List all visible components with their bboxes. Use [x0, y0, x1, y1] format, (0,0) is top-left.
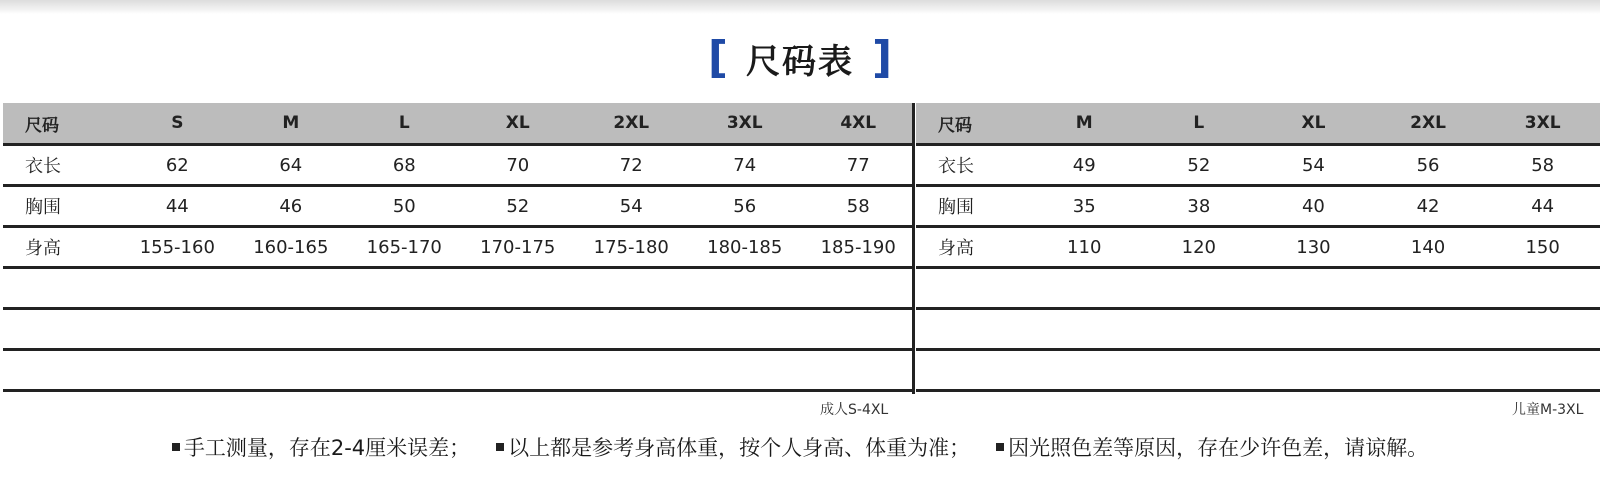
empty-row [3, 351, 915, 392]
table-cell: 74 [733, 154, 757, 176]
header-cell: M [282, 113, 300, 133]
table-cell: 58 [1531, 154, 1555, 176]
row-label: 身高 [25, 238, 61, 259]
table-header-row [916, 103, 1600, 146]
table-cell: 52 [1187, 154, 1211, 176]
header-cell: 3XL [1524, 113, 1561, 133]
row-label: 胸围 [938, 197, 974, 218]
table-cell: 44 [1531, 195, 1555, 217]
square-bullet-icon [496, 443, 504, 451]
table-cell: 38 [1187, 195, 1211, 217]
header-cell: M [1075, 113, 1093, 133]
table-cell: 68 [392, 154, 416, 176]
header-cell: 尺码 [25, 115, 59, 136]
note-text: 因光照色差等原因，存在少许色差，请谅解。 [1008, 436, 1429, 460]
header-cell: 4XL [840, 113, 877, 133]
header-cell: XL [1301, 113, 1326, 133]
table-cell: 54 [619, 195, 643, 217]
empty-row [916, 351, 1600, 392]
table-row [3, 228, 915, 269]
kids-size-table [916, 103, 1600, 393]
table-cell: 165-170 [366, 236, 442, 258]
header-cell: L [398, 113, 410, 133]
table-divider [912, 103, 915, 394]
table-cell: 170-175 [480, 236, 556, 258]
table-cell: 49 [1072, 154, 1096, 176]
table-cell: 180-185 [707, 236, 783, 258]
table-header-row [3, 103, 915, 146]
table-row [3, 187, 915, 228]
table-row [916, 146, 1600, 187]
note-item [496, 432, 970, 462]
table-cell: 120 [1181, 236, 1217, 258]
page-title [0, 34, 1600, 82]
table-cell: 130 [1296, 236, 1331, 258]
right-bracket-icon: ] [872, 32, 893, 83]
table-cell: 185-190 [820, 236, 896, 258]
table-cell: 40 [1301, 195, 1325, 217]
table-cell: 72 [619, 154, 643, 176]
table-row [3, 146, 915, 187]
table-cell: 35 [1072, 195, 1096, 217]
table-cell: 77 [846, 154, 870, 176]
square-bullet-icon [996, 443, 1004, 451]
empty-row [3, 310, 915, 351]
top-banner-strip [0, 0, 1600, 14]
header-cell: 尺码 [938, 115, 972, 136]
table-cell: 150 [1525, 236, 1560, 258]
table-cell: 160-165 [253, 236, 329, 258]
table-row [916, 228, 1600, 269]
note-item [996, 432, 1428, 462]
table-cell: 46 [279, 195, 303, 217]
header-cell: 2XL [613, 113, 650, 133]
square-bullet-icon [172, 443, 180, 451]
kids-caption: 儿童M-3XL [1512, 402, 1584, 418]
note-text: 以上都是参考身高体重，按个人身高、体重为准； [508, 436, 971, 460]
row-label: 衣长 [938, 156, 974, 177]
header-cell: XL [505, 113, 530, 133]
table-row [916, 187, 1600, 228]
row-label: 胸围 [25, 197, 61, 218]
adult-caption: 成人S-4XL [820, 402, 889, 418]
table-cell: 64 [279, 154, 303, 176]
table-cell: 70 [506, 154, 530, 176]
left-bracket-icon: [ [707, 32, 728, 83]
table-cell: 56 [733, 195, 757, 217]
table-cell: 175-180 [593, 236, 669, 258]
table-cell: 54 [1301, 154, 1325, 176]
table-cell: 58 [846, 195, 870, 217]
header-cell: L [1193, 113, 1205, 133]
adult-size-table [3, 103, 915, 393]
notes-line [0, 432, 1600, 462]
empty-row [916, 310, 1600, 351]
empty-row [916, 269, 1600, 310]
title-text: 尺码表 [746, 41, 854, 82]
table-cell: 140 [1410, 236, 1446, 258]
table-cell: 62 [165, 154, 189, 176]
note-item [172, 432, 470, 462]
header-cell: S [171, 113, 184, 133]
header-cell: 3XL [726, 113, 763, 133]
note-text: 手工测量，存在2-4厘米误差； [183, 436, 471, 460]
header-cell: 2XL [1410, 113, 1446, 133]
table-cell: 56 [1416, 154, 1440, 176]
row-label: 衣长 [25, 156, 61, 177]
row-label: 身高 [938, 238, 974, 259]
table-cell: 52 [506, 195, 530, 217]
table-cell: 110 [1067, 236, 1102, 258]
table-cell: 155-160 [139, 236, 215, 258]
table-cell: 42 [1416, 195, 1440, 217]
table-cell: 50 [392, 195, 416, 217]
table-cell: 44 [165, 195, 189, 217]
empty-row [3, 269, 915, 310]
